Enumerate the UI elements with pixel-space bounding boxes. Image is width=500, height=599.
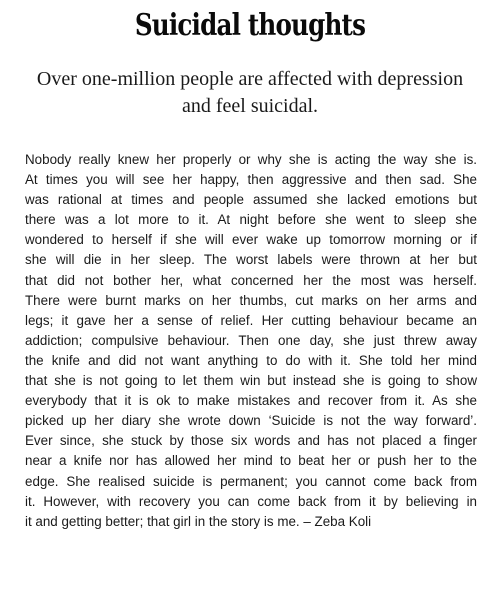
body-line: everybody that it is ok to make mistakes and recover from it. As she [25, 393, 477, 409]
body-line: There were burnt marks on her thumbs, cut marks on her arms and [25, 292, 477, 308]
body-line: Ever since, she stuck by those six words and has not placed a finger [25, 433, 477, 449]
subtitle [0, 66, 500, 120]
body-line: legs; it gave her a sense of relief. Her cutting behaviour became an [25, 312, 477, 328]
body-line: addiction; compulsive behaviour. Then one day, she just threw away [25, 332, 477, 348]
body-line: it. However, with recovery you can come back from it by believing in [25, 493, 477, 509]
body-line: edge. She realised suicide is permanent; you cannot come back from [25, 473, 477, 489]
body-line: Nobody really knew her properly or why she is acting the way she is. [25, 152, 477, 167]
subtitle-line: and feel suicidal. [181, 95, 319, 117]
body-line: that did not bother her, what concerned her the most was herself. [25, 272, 477, 288]
body-line: picked up her diary she wrote down ‘Suicide is not the way forward’. [25, 413, 477, 429]
body-line: she will die in her sleep. The worst labels were thrown at her but [25, 252, 477, 268]
body-line: it and getting better; that girl in the story is me. – Zeba Koli [25, 513, 372, 529]
body-line: wondered to herself if she will ever wake up tomorrow morning or if [25, 232, 477, 248]
body-line: At times you will see her happy, then aggressive and then sad. She [25, 172, 477, 188]
page-title: Suicidal thoughts [134, 8, 366, 43]
subtitle-line: Over one-million people are affected with depression [36, 68, 464, 90]
body-paragraph [25, 150, 477, 532]
body-line: near a knife nor has allowed her mind to beat her or push her to the [25, 453, 477, 469]
body-line: was rational at times and people assumed she lacked emotions but [25, 192, 477, 208]
body-line: the knife and did not want anything to do with it. She told her mind [25, 352, 477, 368]
body-line: there was a lot more to it. At night before she went to sleep she [25, 212, 477, 228]
body-line: that she is not going to let them win but instead she is going to show [25, 373, 477, 389]
